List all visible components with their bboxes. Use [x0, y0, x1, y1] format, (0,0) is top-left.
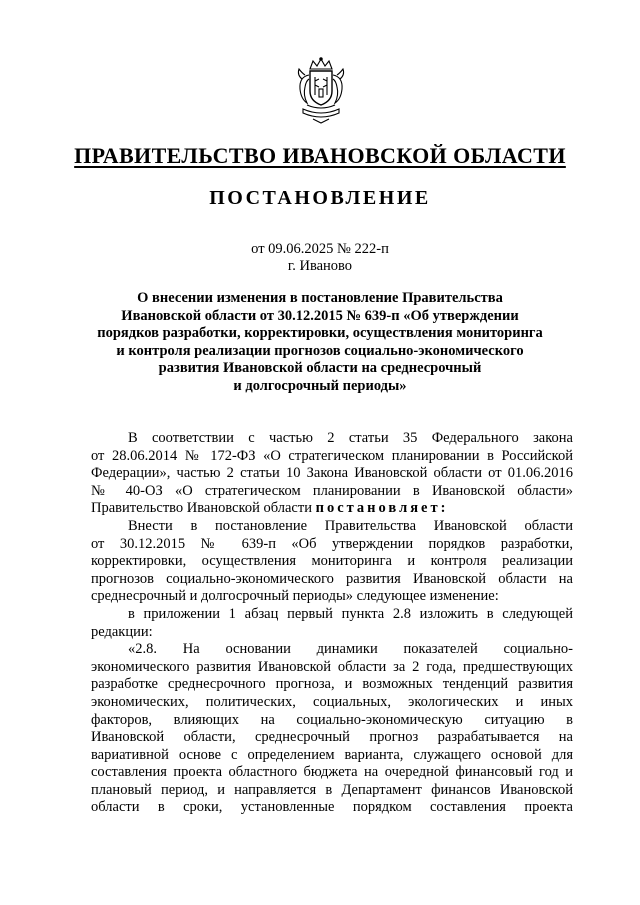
body-line: плановый период, и направляется в Департамент финансов Ивановской: [91, 781, 573, 798]
body-line: Правительство Ивановской области: [91, 500, 312, 517]
organization-title: ПРАВИТЕЛЬСТВО ИВАНОВСКОЙ ОБЛАСТИ: [74, 143, 566, 168]
body-line: разработке среднесрочного прогноза, и возможных тенденций развития: [91, 676, 573, 693]
body-line: «2.8. На основании динамики показателей социально-: [128, 641, 573, 658]
body-line: среднесрочный и долгосрочный периоды» следующее изменение:: [91, 588, 499, 605]
body-line: вариативной основе с определением варианта, служащего основой для: [91, 746, 573, 763]
body-line: области в сроки, установленные порядком составления проекта: [91, 799, 573, 816]
body-line: факторов, влияющих на социально-экономическую ситуацию в: [91, 711, 573, 728]
body-line: от 28.06.2014 № 172-ФЗ «О стратегическом планировании в Российской: [91, 447, 573, 464]
subject-line: развития Ивановской области на среднесрочный: [158, 360, 482, 376]
document-type-heading: ПОСТАНОВЛЕНИЕ: [209, 187, 431, 209]
subject-line: порядков разработки, корректировки, осуществления мониторинга: [97, 325, 543, 341]
subject-line: и долгосрочный периоды»: [233, 377, 407, 394]
subject-line: и контроля реализации прогнозов социально-экономического: [116, 342, 524, 359]
body-line: Ивановской области, среднесрочный прогноз разрабатывается на: [91, 729, 573, 746]
body-line: прогнозов социально-экономического развития Ивановской области на: [91, 570, 573, 587]
body-line: В соответствии с частью 2 статьи 35 Федерального закона: [128, 430, 573, 446]
body-line: в приложении 1 абзац первый пункта 2.8 изложить в следующей: [128, 605, 573, 622]
document-date-number: от 09.06.2025 № 222-п: [251, 241, 389, 257]
body-line: редакции:: [91, 623, 153, 640]
body-line: Федерации», частью 2 статьи 10 Закона Ивановской области от 01.06.2016: [91, 465, 573, 482]
subject-line: Ивановской области от 30.12.2015 № 639-п «Об утверждении: [121, 307, 519, 324]
resolves-word: постановляет:: [315, 500, 449, 517]
document-city: г. Иваново: [287, 258, 353, 274]
document-subject: [60, 290, 580, 395]
body-line: экономического развития Ивановской области за 2 года, предшествующих: [91, 658, 573, 675]
subject-line: О внесении изменения в постановление Правительства: [137, 290, 503, 306]
body-line: от 30.12.2015 № 639-п «Об утверждении порядков разработки,: [91, 535, 573, 552]
body-line: экономических, политических, социальных, экологических и иных: [91, 693, 573, 710]
body-line: Внести в постановление Правительства Ивановской области: [128, 517, 573, 534]
coat-of-arms-emblem: [293, 55, 349, 125]
body-line: составления проекта областного бюджета на очередной финансовый год и: [91, 764, 573, 781]
body-line-resolution: [91, 500, 573, 518]
document-body: [91, 430, 573, 817]
body-line: № 40-ОЗ «О стратегическом планировании в Ивановской области»: [91, 482, 573, 499]
body-line: корректировки, осуществления мониторинга и контроля реализации: [91, 553, 573, 570]
